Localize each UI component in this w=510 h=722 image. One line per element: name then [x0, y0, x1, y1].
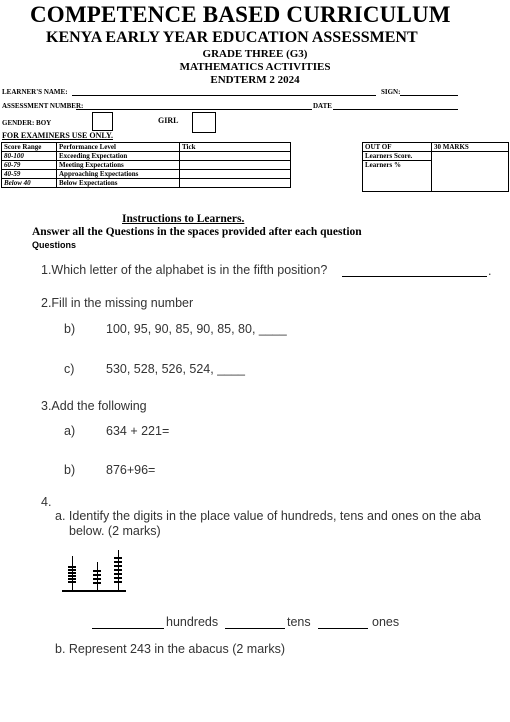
question-4a-cont: below. (2 marks) [69, 524, 161, 538]
table-row [2, 152, 291, 161]
question-3b-sum: 876+96= [106, 463, 156, 477]
table-header: Score Range [2, 143, 57, 152]
abacus-icon [60, 548, 140, 596]
question-3: 3.Add the following [41, 399, 147, 413]
ones-label: ones [372, 615, 400, 629]
gender-girl-label: GIRL [158, 116, 179, 125]
table-row [363, 152, 509, 161]
question-2b-sequence: 100, 95, 90, 85, 90, 85, 80, ____ [106, 322, 287, 336]
score-range-cell: 60-79 [2, 161, 57, 170]
score-range-cell: Below 40 [2, 179, 57, 188]
total-marks: 30 MARKS [432, 143, 509, 152]
question-2c-sequence: 530, 528, 526, 524, ____ [106, 362, 246, 376]
tens-label: tens [287, 615, 311, 629]
ones-answer-line[interactable] [318, 628, 368, 629]
score-range-cell: 40-59 [2, 170, 57, 179]
table-row [2, 170, 291, 179]
learner-name-line[interactable] [72, 95, 376, 96]
question-1-answer-line[interactable] [342, 276, 487, 277]
girl-checkbox[interactable] [192, 112, 216, 133]
subtitle: KENYA EARLY YEAR EDUCATION ASSESSMENT [46, 29, 418, 46]
performance-level-cell: Approaching Expectations [57, 170, 180, 179]
questions-label: Questions [32, 240, 77, 250]
question-4a: a. Identify the digits in the place value of hundreds, tens and ones on the aba [55, 509, 481, 523]
performance-level-cell: Meeting Expectations [57, 161, 180, 170]
examiners-label: FOR EXAMINERS USE ONLY. [2, 131, 113, 140]
tick-cell[interactable] [180, 152, 291, 161]
subject-line: MATHEMATICS ACTIVITIES [179, 61, 331, 73]
learner-name-label: LEARNER'S NAME: [2, 88, 68, 96]
learners-score-label: Learners Score. [363, 152, 432, 161]
boy-checkbox[interactable] [92, 112, 113, 131]
main-title: COMPETENCE BASED CURRICULUM [30, 2, 451, 27]
question-1-end: . [488, 264, 492, 278]
out-of-label: OUT OF [363, 143, 432, 152]
performance-level-cell: Exceeding Expectation [57, 152, 180, 161]
performance-level-cell: Below Expectations [57, 179, 180, 188]
score-range-cell: 80-100 [2, 152, 57, 161]
table-row [2, 179, 291, 188]
table-header: Performance Level [57, 143, 180, 152]
term-line: ENDTERM 2 2024 [210, 74, 300, 86]
assessment-number-label: ASSESSMENT NUMBER: [2, 102, 84, 110]
instructions-heading: Instructions to Learners. [122, 213, 245, 225]
instructions-text: Answer all the Questions in the spaces provided after each question [32, 226, 362, 238]
date-line[interactable] [333, 109, 458, 110]
learners-pct-label: Learners % [363, 161, 432, 192]
hundreds-answer-line[interactable] [92, 628, 164, 629]
question-2: 2.Fill in the missing number [41, 296, 194, 310]
tick-cell[interactable] [180, 161, 291, 170]
sign-line[interactable] [400, 95, 458, 96]
table-row [2, 161, 291, 170]
hundreds-label: hundreds [166, 615, 219, 629]
question-1: 1.Which letter of the alphabet is in the fifth position? [41, 263, 328, 277]
tick-cell[interactable] [180, 179, 291, 188]
tick-cell[interactable] [180, 170, 291, 179]
assessment-number-line[interactable] [76, 109, 312, 110]
table-row [363, 143, 509, 152]
learners-score-cell[interactable] [432, 152, 509, 192]
marks-table [362, 142, 509, 192]
date-label: DATE [313, 102, 332, 110]
question-4-number: 4. [41, 495, 52, 509]
table-header: Tick [180, 143, 291, 152]
grade-line: GRADE THREE (G3) [202, 48, 308, 60]
score-range-table [1, 142, 291, 188]
gender-boy-label: GENDER: BOY [2, 119, 52, 127]
sign-label: SIGN: [381, 88, 401, 96]
table-header-row [2, 143, 291, 152]
question-4b: b. Represent 243 in the abacus (2 marks) [55, 642, 285, 656]
question-3a-label: a) [64, 424, 76, 438]
tens-answer-line[interactable] [225, 628, 285, 629]
question-3a-sum: 634 + 221= [106, 424, 170, 438]
question-2b-label: b) [64, 322, 76, 336]
question-2c-label: c) [64, 362, 75, 376]
question-3b-label: b) [64, 463, 76, 477]
